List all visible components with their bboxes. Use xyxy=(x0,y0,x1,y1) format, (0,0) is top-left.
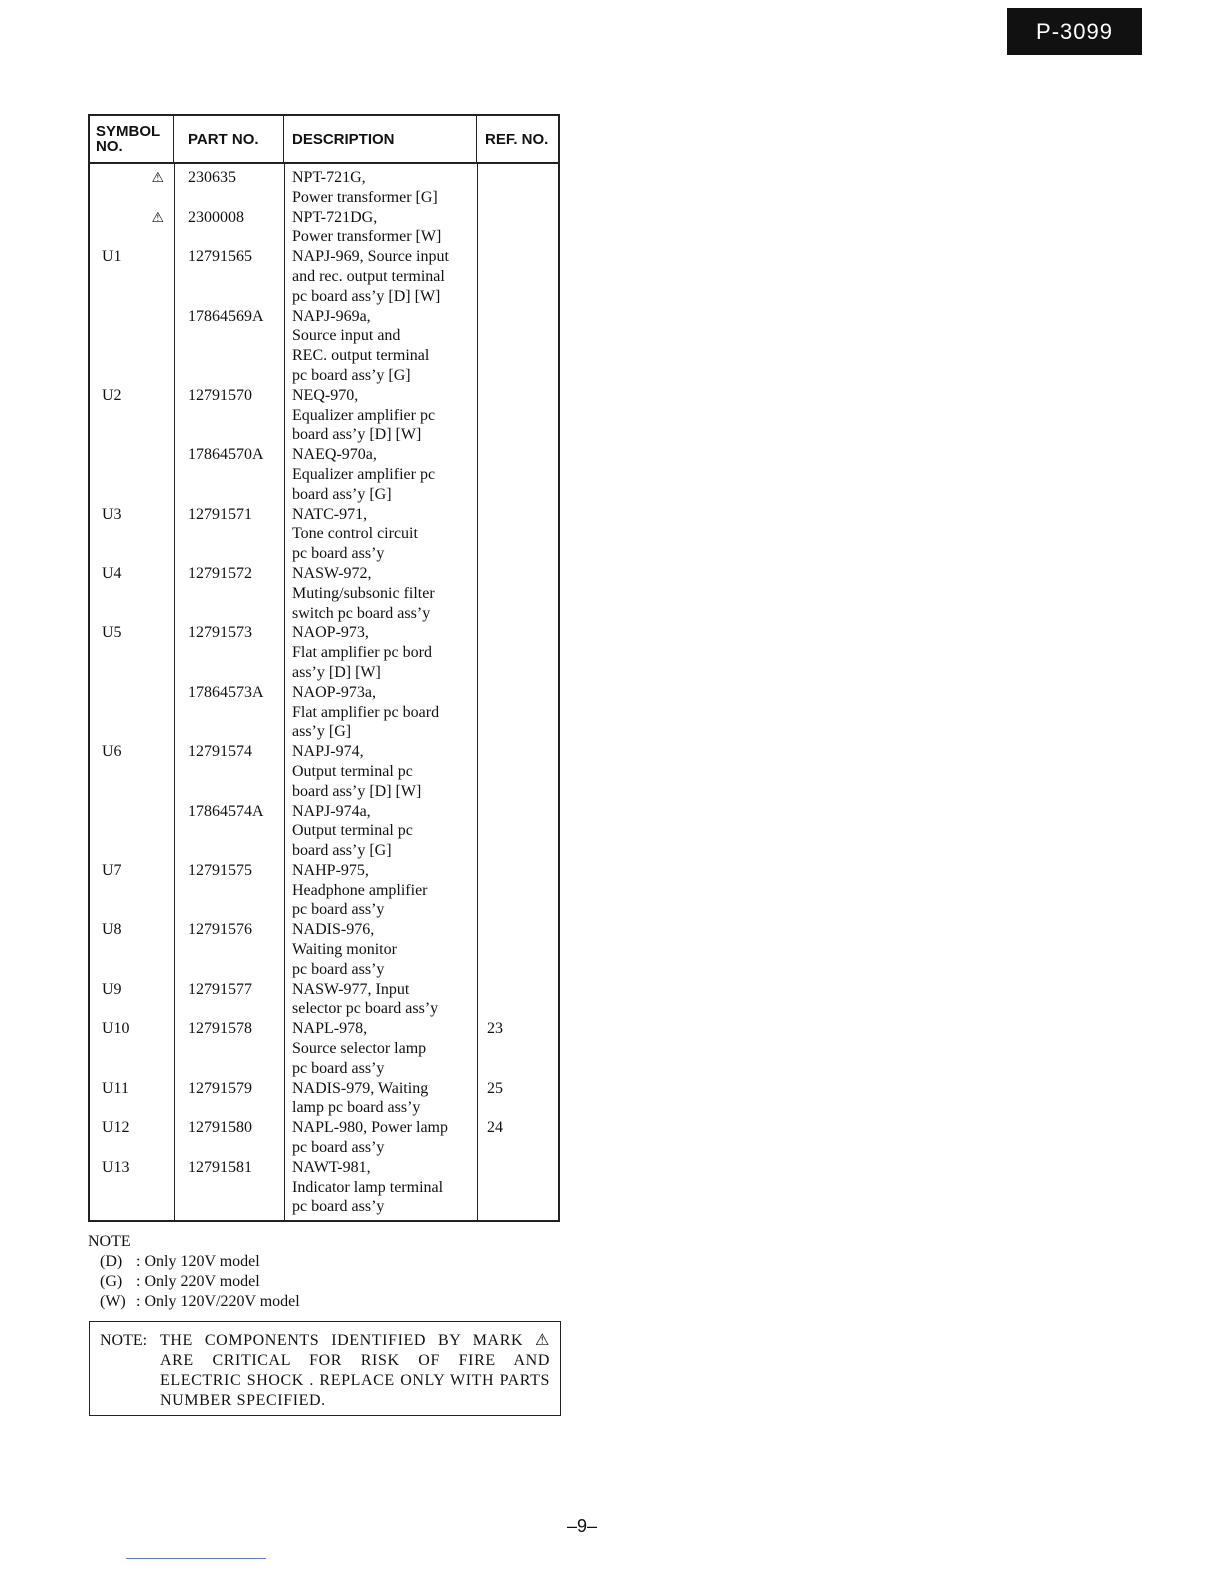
table-row xyxy=(90,208,558,248)
description-line: pc board ass’y xyxy=(292,545,385,563)
part-no-cell: 12791579 xyxy=(188,1079,252,1097)
description-line: NASW-972, xyxy=(292,564,372,582)
ref-no-cell xyxy=(477,1158,558,1217)
table-row xyxy=(90,505,558,564)
description-line: lamp pc board ass’y xyxy=(292,1099,421,1117)
description-line: Source input and xyxy=(292,327,401,345)
page-number: –9– xyxy=(567,1516,598,1536)
description-line: NPT-721G, xyxy=(292,169,366,186)
symbol-no-cell xyxy=(90,802,174,861)
page-code-label: P-3099 xyxy=(1007,8,1142,55)
note-key: (W) xyxy=(100,1293,126,1310)
description-cell xyxy=(284,386,477,445)
part-no-cell: 12791570 xyxy=(188,386,252,404)
description-line: NAOP-973a, xyxy=(292,683,376,701)
description-line: NAEQ-970a, xyxy=(292,446,377,464)
description-cell xyxy=(284,920,477,979)
ref-no-cell: 25 xyxy=(487,1079,503,1097)
description-line: Output terminal pc xyxy=(292,762,413,780)
warning-icon xyxy=(90,208,174,248)
table-body xyxy=(90,164,558,1220)
warning-triangle-icon: ⚠ xyxy=(151,209,164,226)
description-line: ass’y [D] [W] xyxy=(292,663,381,681)
header-symbol-line2: NO. xyxy=(96,138,123,155)
description-line: pc board ass’y [D] [W] xyxy=(292,287,441,305)
symbol-no-cell: U8 xyxy=(102,921,122,939)
part-no-cell: 12791574 xyxy=(188,743,252,761)
description-line: board ass’y [D] [W] xyxy=(292,426,422,444)
parts-list-table xyxy=(88,114,560,1222)
description-line: Flat amplifier pc board xyxy=(292,703,440,721)
note-text: : Only 120V/220V model xyxy=(136,1293,300,1310)
description-line: board ass’y [D] [W] xyxy=(292,782,422,800)
warning-triangle-icon: ⚠ xyxy=(151,170,164,186)
description-line: pc board ass’y xyxy=(292,1198,385,1216)
description-line: Muting/subsonic filter xyxy=(292,584,435,602)
table-row xyxy=(90,861,558,920)
header-symbol-no xyxy=(90,116,174,162)
symbol-no-cell: U3 xyxy=(102,505,122,523)
note-key: (G) xyxy=(100,1273,123,1290)
part-no-cell: 12791575 xyxy=(188,861,252,879)
table-row xyxy=(90,445,558,504)
description-line: NAHP-975, xyxy=(292,861,369,879)
description-line: pc board ass’y xyxy=(292,960,385,978)
description-line: pc board ass’y xyxy=(292,1059,385,1077)
description-line: board ass’y [G] xyxy=(292,485,392,503)
description-line: REC. output terminal xyxy=(292,347,430,365)
ref-no-cell: 24 xyxy=(487,1119,503,1137)
symbol-no-cell: U2 xyxy=(102,386,122,404)
description-line: pc board ass’y xyxy=(292,901,385,919)
table-row xyxy=(90,742,558,801)
ref-no-cell xyxy=(477,861,558,920)
ref-no-cell xyxy=(477,564,558,623)
description-line: NADIS-979, Waiting xyxy=(292,1079,429,1097)
description-cell xyxy=(284,168,477,208)
critical-components-note xyxy=(89,1321,561,1416)
part-no-cell: 2300008 xyxy=(188,208,244,226)
table-row xyxy=(90,920,558,979)
table-row xyxy=(90,623,558,682)
symbol-no-cell: U4 xyxy=(102,564,122,582)
description-line: Headphone amplifier xyxy=(292,881,428,899)
symbol-no-cell: U12 xyxy=(102,1119,130,1137)
description-cell xyxy=(284,1019,477,1078)
description-line: Tone control circuit xyxy=(292,525,418,543)
note-key: (D) xyxy=(100,1253,123,1270)
part-no-cell: 17864574A xyxy=(188,802,264,820)
ref-no-cell xyxy=(477,445,558,504)
table-row xyxy=(90,980,558,1020)
symbol-no-cell: U10 xyxy=(102,1020,130,1038)
symbol-no-cell: U5 xyxy=(102,624,122,642)
description-line: NADIS-976, xyxy=(292,921,375,939)
table-row xyxy=(90,168,558,208)
description-cell xyxy=(284,1118,477,1158)
description-line: and rec. output terminal xyxy=(292,267,445,285)
table-row xyxy=(90,1079,558,1119)
part-no-cell: 12791577 xyxy=(188,980,252,998)
warning-icon xyxy=(90,168,174,208)
description-cell xyxy=(284,307,477,386)
ref-no-cell xyxy=(477,505,558,564)
critical-note-text: THE COMPONENTS IDENTIFIED BY MARK ⚠ ARE CRITICAL FOR RISK OF FIRE AND ELECTRIC SHOCK . REPLACE ONLY WITH PARTS NUMBER SPECIFIED. xyxy=(160,1332,550,1409)
note-item xyxy=(88,1292,300,1312)
ref-no-cell xyxy=(477,247,558,306)
bottom-rule xyxy=(126,1558,266,1559)
table-row xyxy=(90,683,558,742)
part-no-cell: 12791571 xyxy=(188,505,252,523)
description-cell xyxy=(284,247,477,306)
description-cell xyxy=(284,802,477,861)
ref-no-cell xyxy=(477,802,558,861)
part-no-cell: 17864570A xyxy=(188,446,264,464)
note-item xyxy=(88,1272,300,1292)
description-line: Source selector lamp xyxy=(292,1040,427,1058)
ref-no-cell xyxy=(477,683,558,742)
description-cell xyxy=(284,1079,477,1119)
description-cell xyxy=(284,445,477,504)
description-line: NATC-971, xyxy=(292,505,368,523)
table-row xyxy=(90,564,558,623)
description-cell xyxy=(284,1158,477,1217)
note-item xyxy=(88,1252,300,1272)
description-line: Power transformer [W] xyxy=(292,228,442,246)
header-description: DESCRIPTION xyxy=(284,116,477,162)
table-row xyxy=(90,247,558,306)
table-row xyxy=(90,1118,558,1158)
table-row xyxy=(90,307,558,386)
part-no-cell: 12791581 xyxy=(188,1158,252,1176)
model-notes xyxy=(88,1232,300,1312)
table-header xyxy=(90,116,558,164)
critical-note-label: NOTE: xyxy=(100,1332,148,1349)
ref-no-cell xyxy=(477,623,558,682)
description-line: NPT-721DG, xyxy=(292,208,378,226)
description-line: switch pc board ass’y xyxy=(292,604,431,622)
description-line: NAPJ-974, xyxy=(292,743,364,761)
description-line: NAOP-973, xyxy=(292,624,369,642)
part-no-cell: 12791576 xyxy=(188,921,252,939)
description-line: Waiting monitor xyxy=(292,941,397,959)
table-row xyxy=(90,1019,558,1078)
ref-no-cell: 23 xyxy=(487,1020,503,1038)
description-line: Equalizer amplifier pc xyxy=(292,406,436,424)
note-text: : Only 120V model xyxy=(136,1253,260,1270)
symbol-no-cell: U9 xyxy=(102,980,122,998)
description-line: Power transformer [G] xyxy=(292,188,438,206)
note-text: : Only 220V model xyxy=(136,1273,260,1290)
description-line: NAPL-978, xyxy=(292,1020,368,1038)
description-line: selector pc board ass’y xyxy=(292,1000,439,1018)
ref-no-cell xyxy=(477,208,558,248)
description-cell xyxy=(284,861,477,920)
description-line: NAWT-981, xyxy=(292,1158,371,1176)
description-line: NASW-977, Input xyxy=(292,980,410,998)
symbol-no-cell: U6 xyxy=(102,743,122,761)
description-line: pc board ass’y [G] xyxy=(292,366,411,384)
description-line: pc board ass’y xyxy=(292,1139,385,1157)
description-line: Indicator lamp terminal xyxy=(292,1178,444,1196)
description-cell xyxy=(284,564,477,623)
table-row xyxy=(90,1158,558,1217)
ref-no-cell xyxy=(477,307,558,386)
description-line: Flat amplifier pc bord xyxy=(292,644,432,662)
symbol-no-cell: U7 xyxy=(102,861,122,879)
symbol-no-cell xyxy=(90,445,174,504)
description-line: board ass’y [G] xyxy=(292,842,392,860)
symbol-no-cell: U11 xyxy=(102,1079,129,1097)
part-no-cell: 17864573A xyxy=(188,683,264,701)
header-ref-no: REF. NO. xyxy=(485,130,549,148)
description-line: ass’y [G] xyxy=(292,723,352,741)
description-line: Equalizer amplifier pc xyxy=(292,465,436,483)
description-line: NAPJ-974a, xyxy=(292,802,371,820)
description-cell xyxy=(284,683,477,742)
ref-no-cell xyxy=(477,168,558,208)
ref-no-cell xyxy=(477,920,558,979)
description-line: NAPL-980, Power lamp xyxy=(292,1119,448,1137)
header-symbol-line1: SYMBOL xyxy=(96,123,161,140)
description-cell xyxy=(284,980,477,1020)
part-no-cell: 230635 xyxy=(188,169,236,186)
ref-no-cell xyxy=(477,386,558,445)
description-cell xyxy=(284,742,477,801)
description-cell xyxy=(284,505,477,564)
ref-no-cell xyxy=(477,742,558,801)
part-no-cell: 12791573 xyxy=(188,624,252,642)
table-row xyxy=(90,386,558,445)
part-no-cell: 17864569A xyxy=(188,307,264,325)
symbol-no-cell xyxy=(90,307,174,386)
part-no-cell: 12791580 xyxy=(188,1119,252,1137)
symbol-no-cell: U1 xyxy=(102,248,122,266)
part-no-cell: 12791578 xyxy=(188,1020,252,1038)
description-line: NAPJ-969, Source input xyxy=(292,248,449,266)
description-line: NEQ-970, xyxy=(292,386,359,404)
ref-no-cell xyxy=(477,980,558,1020)
notes-title: NOTE xyxy=(88,1233,131,1250)
description-line: Output terminal pc xyxy=(292,822,413,840)
description-cell xyxy=(284,623,477,682)
part-no-cell: 12791572 xyxy=(188,564,252,582)
table-row xyxy=(90,802,558,861)
description-cell xyxy=(284,208,477,248)
description-line: NAPJ-969a, xyxy=(292,307,371,325)
symbol-no-cell: U13 xyxy=(102,1158,130,1176)
header-part-no: PART NO. xyxy=(174,116,284,162)
part-no-cell: 12791565 xyxy=(188,248,252,266)
symbol-no-cell xyxy=(90,683,174,742)
